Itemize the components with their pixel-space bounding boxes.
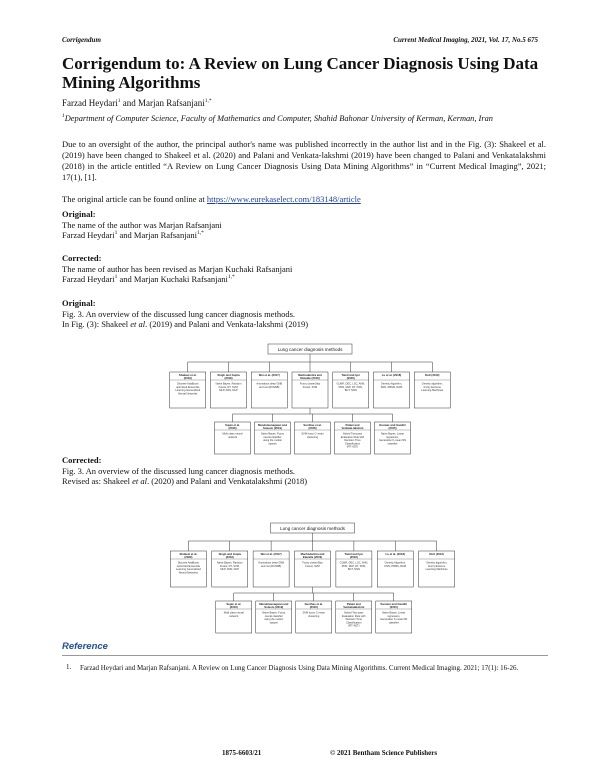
original-figure-diagram [165, 342, 455, 460]
diagram-node-title: Tamil and Iyer (2016) [344, 551, 364, 559]
citation-text: . (2020) and Palani and Venkatalakshmi (2018) [146, 476, 308, 486]
reference-entry: Farzad Heydari and Marjan Rafsanjani. A Review on Lung Cancer Diagnosis Using Data Mining Algorithms. Current Medical Imaging. 2021; 17(1): 16-26. [80, 664, 519, 672]
diagram-node-title: Lu et al. (2018) [385, 551, 405, 556]
online-article-note [62, 194, 361, 204]
affiliation-text: Department of Computer Science, Faculty of Mathematics and Computer, Shahid Bahonar University of Kerman, Kerman, Iran [64, 114, 493, 123]
diagram-node-title: Kunwar and Gandhi (2015) [379, 422, 406, 430]
diagram-node-body: GLMR, DEC, LSC, ANN, PNN, MLP, DT, KNN, BCT, NNN [339, 561, 369, 572]
corrigendum-body: Due to an oversight of the author, the principal author's name was published incorrectly in the author list and in the Fig. (3): Shakeel et al. (2019) have been changed to Shakeel et al. (2020) and Palani and Venkata-lakshmi (2019) have been changed to Palani and Venkatalakshmi (2018) in the article entitled “A Review on Lung Cancer Diagnosis Using Data Mining Algorithms” in “Current Medical Imaging”, 2021; 17(1), [1]. [62, 139, 546, 182]
citation-italic: et al [130, 319, 146, 329]
diagram-node-title: Shakeel et al. (2020) [179, 551, 198, 559]
author-name: Farzad Heydari [62, 274, 115, 284]
author-superscript: 1 [117, 98, 121, 104]
footer-issn: 1875-6603/21 [222, 749, 262, 757]
diagram-node-title: Shakeel et al. (2019) [178, 372, 197, 380]
diagram-node-body: Multi class neural network [222, 432, 243, 439]
diagram-node-title: Singh and Gupta (2019) [217, 372, 240, 380]
article-link[interactable]: https://www.eurekaselect.com/183148/article [206, 194, 361, 204]
diagram-node-body: Fuzzy clusterSkip Forest, SVM [302, 561, 323, 568]
figure-caption: Fig. 3. An overview of the discussed lung cancer diagnosis methods. [62, 465, 296, 476]
diagram-node-title: Sujan et al. (2016) [225, 422, 240, 430]
diagram-node-body: Naive Bayes, Linear regression, Generation K-mean NN classifier [378, 432, 407, 446]
diagram-node-box [251, 372, 287, 408]
article-title: Corrigendum to: A Review on Lung Cancer Diagnosis Using Data Mining Algorithms [62, 54, 539, 92]
diagram-node-body: Fuzzy clusterSkip Forest, SVM [299, 382, 321, 389]
diagram-node-title: Sunthas et al. (2016) [303, 422, 322, 430]
citation-text: In Fig. (3): Shakeel [62, 319, 131, 329]
diagram-node-body: Hybrid Two-pass Evaluation Rule with Decision Time Classification (FIT-ADT) [341, 611, 366, 628]
diagram-node-body: GLMR, DEC, LSC, ANN, PNN, MLP, DT, KNN, BCT, NNN [336, 382, 365, 393]
diagram-node-body: Naive Bayes, Random Forest, DT, SVM, MLP, ANN, MLP [215, 382, 242, 393]
diagram-root-label: Lung cancer diagnosis methods [280, 526, 345, 531]
corrected-author-note: The name of author has been revised as Marjan Kuchaki Rafsanjani [62, 263, 293, 274]
online-prefix: The original article can be found online at [62, 194, 207, 204]
diagram-node-box [253, 551, 289, 587]
diagram-node-body: Genetic algorithm, Fuzzy Extreme Learning Machines [421, 382, 444, 393]
running-header-right: Current Medical Imaging, 2021, Vol. 17, No.5 675 [393, 36, 538, 44]
diagram-node-title: Mandoleanagwan and Soleom (2019) [259, 601, 289, 609]
diagram-node-body: Naive Bayes, Fuzzy neural classifier using the motion spaces [261, 432, 284, 446]
reference-divider [62, 655, 548, 656]
author-name: Farzad Heydari [62, 98, 118, 108]
diagram-node-title: Kunwar and Gandhi (2015) [380, 601, 407, 609]
author-superscript: 1 [114, 274, 118, 281]
diagram-node-title: Mandoleanagwan and Soleom (2019) [257, 422, 288, 430]
corrected-heading: Corrected: [62, 253, 102, 263]
running-header-left: Corrigendum [62, 36, 101, 44]
diagram-node-body: SVM fuzzy C-mean clustering [302, 611, 325, 618]
author-name: Marjan Rafsanjani [137, 98, 205, 108]
original-author-note: The name of the author was Marjan Rafsanjani [62, 219, 222, 230]
diagram-node-title: Sujan et al. (2016) [226, 601, 242, 609]
diagram-node-title: Wei et al. (2017) [260, 551, 282, 556]
reference-number: 1. [66, 663, 72, 671]
diagram-node-title: Machadanitra and Elavalle (2019) [298, 372, 322, 380]
diagram-node-body: SVM fuzzy C-mean clustering [301, 432, 324, 439]
corrected-figure-diagram [165, 521, 460, 641]
corrected-figure-heading: Corrected: [62, 455, 102, 465]
original-figure-heading: Original: [62, 298, 96, 308]
original-author-block [62, 209, 222, 241]
diagram-node-title: Dutt (2012) [429, 551, 444, 556]
original-heading: Original: [62, 209, 96, 219]
citation-text: Revised as: Shakeel [62, 476, 133, 486]
diagram-node-title: Machadanitra and Elavalle (2019) [300, 551, 325, 559]
diagram-root-label: Lung cancer diagnosis methods [277, 347, 343, 352]
footer-copyright: © 2021 Bentham Science Publishers [330, 749, 438, 757]
diagram-node-body: Genetic Algorithm, KNN, PRMS, RAM [380, 382, 403, 389]
author-name: Farzad Heydari [62, 230, 115, 240]
original-figure-block [62, 298, 308, 330]
reference-heading: Reference [62, 641, 108, 652]
figure-citation-line [62, 319, 308, 330]
author-superscript: 1,* [227, 274, 235, 281]
author-superscript: 1,* [204, 98, 212, 104]
figure-citation-line [62, 476, 307, 487]
citation-text: . (2019) and Palani and Venkata-lakshmi (2019) [145, 319, 309, 329]
author-conjunction: and [117, 230, 134, 240]
author-line [62, 98, 212, 108]
diagram-node-box [374, 372, 410, 408]
author-superscript: 1 [114, 230, 118, 237]
author-conjunction: and [117, 274, 134, 284]
diagram-node-body: Naive Bayes, Fuzzy neural classifier using the motion spaces [262, 611, 286, 625]
author-name: Marjan Kuchaki Rafsanjani [133, 274, 228, 284]
diagram-node-body: Multi class neural network [223, 611, 244, 618]
author-superscript: 1,* [196, 230, 204, 237]
diagram-node-title: Lu et al. (2018) [381, 372, 402, 377]
diagram-node-title: Tamil and Iyer (2016) [341, 372, 361, 380]
figure-caption: Fig. 3. An overview of the discussed lung cancer diagnosis methods. [62, 308, 296, 319]
diagram-node-body: Genetic Algorithm, KNN, PRMS, RAM [384, 561, 407, 568]
diagram-node-body: Genetic algorithm, Fuzzy Extreme Learning Machines [425, 561, 448, 572]
diagram-node-title: Palani and Venkatalakshmi [343, 601, 365, 609]
citation-italic: et al [132, 476, 147, 486]
diagram-node-body: Naive Bayes, Linear regression, Generation K-mean NN classifier [380, 611, 408, 625]
diagram-node-body: Naive Bayes, Random Forest, DT, SVM, MLP, ANN, MLP [216, 561, 243, 572]
author-name: Marjan Rafsanjani [133, 230, 197, 240]
diagram-node-title: Sunthas et al. (2016) [304, 601, 323, 609]
affiliation [62, 113, 542, 124]
diagram-node-title: Dutt (2012) [425, 372, 440, 377]
diagram-node-body: Anomalous deep GNB and net (RCNNB) [258, 561, 285, 568]
diagram-node-title: Wei et al. (2017) [258, 372, 280, 377]
original-author-line [62, 230, 222, 241]
diagram-node-box [377, 551, 413, 587]
author-conjunction: and [120, 98, 138, 108]
diagram-node-body: Anomalous deep GNB and net (RCNNB) [256, 382, 283, 389]
diagram-node-body: Discrete AdaBoost optimized Ensemble Learning Generalized Neural Networks [175, 561, 201, 575]
diagram-node-title: Singh and Gupta (2019) [218, 551, 241, 559]
corrected-author-block [62, 253, 292, 285]
corrected-figure-block [62, 455, 307, 487]
diagram-node-body: Discrete AdaBoost optimized Ensemble Learning Generalized Neural Networks [175, 382, 201, 396]
diagram-node-body: Hybrid Two-pass Evaluation Rule with Decision Time Classification (FIT-ADT) [340, 432, 365, 449]
diagram-node-title: Palani and Venkata-lakshmi [341, 422, 364, 430]
affiliation-superscript: 1 [62, 113, 65, 120]
corrected-author-line [62, 274, 292, 285]
